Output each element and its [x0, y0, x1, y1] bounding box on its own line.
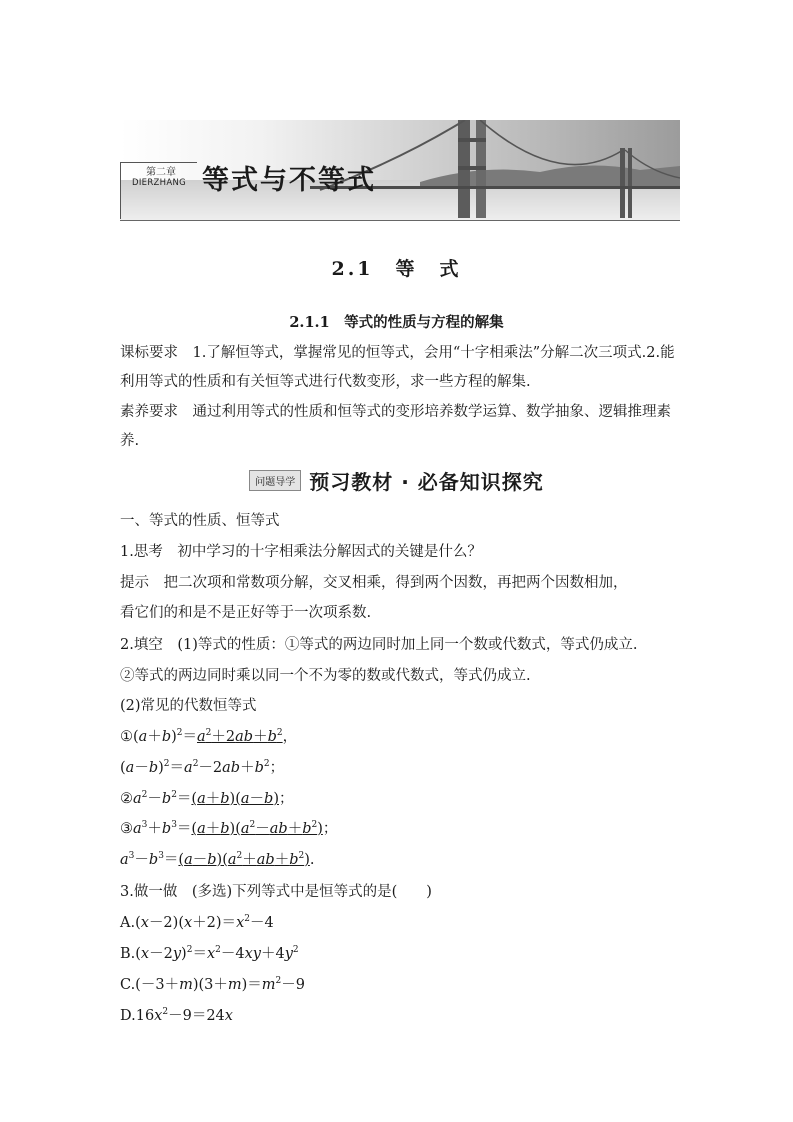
option-a: $A.(x-2)(x+2)=x^2-4$	[120, 914, 274, 931]
subsection-title: 2.1.1 等式的性质与方程的解集	[289, 314, 504, 331]
chapter-banner	[120, 120, 680, 221]
identity-difference-of-cubes: $a^3-b^3=(a-b)(a^2+ab+b^2)$.	[120, 851, 315, 868]
curriculum-text: 1.了解恒等式，掌握常见的恒等式，会用“十字相乘法”分解二次三项式.2.能利用等式的性质和有关恒等式进行代数变形，求一些方程的解集.	[120, 345, 675, 390]
chapter-number: 第二章	[146, 167, 176, 178]
chapter-title: 等式与不等式	[202, 165, 376, 196]
option-c: $C.(-3+m)(3+m)=m^2-9$	[120, 976, 306, 993]
part-header	[0, 466, 793, 495]
option-b: $B.(x-2y)^2=x^2-4xy+4y^2$	[120, 945, 299, 962]
curriculum-requirements	[120, 339, 680, 397]
literacy-text: 通过利用等式的性质和恒等式的变形培养数学运算、数学抽象、逻辑推理素养.	[120, 404, 671, 449]
curriculum-label: 课标要求	[120, 345, 178, 361]
literacy-label: 素养要求	[120, 404, 178, 420]
section-title: 2.1 等 式	[331, 258, 462, 280]
fill-line-1: 2.填空 (1)等式的性质：①等式的两边同时加上同一个数或代数式，等式仍成立.	[120, 637, 638, 653]
hint-line-1: 提示 把二次项和常数项分解，交叉相乘，得到两个因数，再把两个因数相加，	[120, 575, 628, 591]
think-question: 1.思考 初中学习的十字相乘法分解因式的关键是什么？	[120, 544, 482, 560]
identity-square-sum: $①(a+b)^2=a^2+2ab+b^2$，	[120, 728, 298, 745]
identity-sum-of-cubes: $③a^3+b^3=(a+b)(a^2-ab+b^2)$；	[120, 820, 338, 837]
part-tag: 问题导学	[249, 470, 301, 491]
identity-difference-of-squares: $②a^2-b^2=(a+b)(a-b)$；	[120, 790, 294, 807]
heading-equality-properties: 一、等式的性质、恒等式	[120, 513, 280, 529]
part-title: 预习教材 · 必备知识探究	[309, 470, 544, 494]
exercise-question: 3.做一做 (多选)下列等式中是恒等式的是( )	[120, 884, 432, 900]
fill-line-2: ②等式的两边同时乘以同一个不为零的数或代数式，等式仍成立.	[120, 668, 531, 684]
identity-square-difference: $(a-b)^2=a^2-2ab+b^2$；	[120, 759, 285, 776]
identities-heading: (2)常见的代数恒等式	[120, 698, 257, 714]
option-d: $D.16x^2-9=24x$	[120, 1007, 233, 1024]
chapter-pinyin: DIERZHANG	[132, 178, 187, 188]
literacy-requirements	[120, 398, 680, 456]
hint-line-2: 看它们的和是不是正好等于一次项系数.	[120, 605, 372, 621]
